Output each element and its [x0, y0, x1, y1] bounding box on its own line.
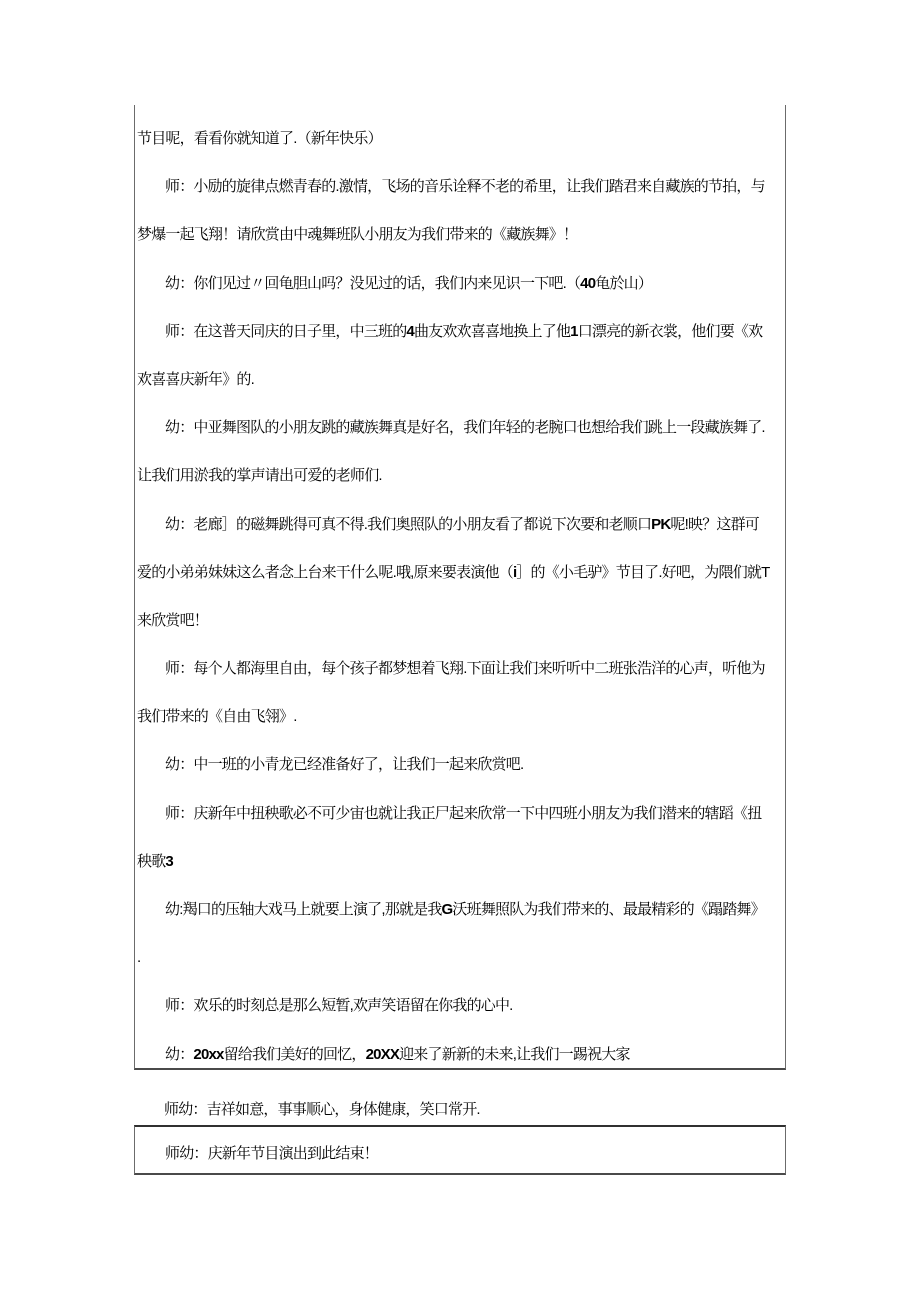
text-line: .: [137, 949, 141, 967]
footer-table-cell: [134, 1125, 786, 1175]
text-line: 幼：20xx留给我们美好的回忆，20XX迎来了新新的未来,让我们一踢祝大家: [165, 1045, 630, 1063]
text-line: 节目呢，看看你就知道了.（新年快乐）: [137, 130, 382, 147]
closing-wishes-line: 师幼：吉祥如意，事事顺心，身体健康，笑口常开.: [164, 1101, 480, 1118]
text-line: 师：欢乐的时刻总是那么短暂,欢声笑语留在你我的心中.: [165, 997, 513, 1015]
text-line: 秧歌3: [137, 852, 173, 870]
text-line: 爱的小弟弟妹妹这么者念上台来干什么呢.哦,原来要表演他（i］的《小毛驴》节目了.好吧，为隈们就T: [137, 563, 770, 581]
main-cell-content: [135, 105, 785, 1079]
text-line: 梦爆一起飞翔！请欣赏由中魂舞班队小朋友为我们带来的《藏族舞》！: [137, 226, 578, 244]
text-line: 师：在这普天同庆的日子里，中三班的4曲友欢欢喜喜地换上了他1口漂亮的新衣裳，他们要《欢: [165, 322, 763, 340]
text-line: 我们带来的《自由飞翎》.: [137, 708, 297, 726]
text-line: 幼:羯口的压轴大戏马上就要上演了,那就是我G沃班舞照队为我们带来的、最最精彩的《蹋踏舞》: [165, 901, 765, 918]
text-line: 幼：你们见过〃回龟胆山吗？没见过的话，我们内来见识一下吧.（40龟於山）: [165, 274, 653, 292]
text-line: 来欣赏吧！: [137, 611, 209, 629]
text-line: 师：庆新年中扭秧歌必不可少宙也就让我正尸起来欣常一下中四班小朋友为我们潜来的辖蹈《扭: [165, 804, 762, 822]
text-line: 让我们用淤我的掌声请出可爱的老师们.: [137, 467, 382, 485]
main-table-cell: [134, 105, 786, 1070]
text-line: 幼：中亚舞图队的小朋友跳的藏族舞真是好名，我们年轻的老腕口也想给我们跳上一段藏族舞了.: [165, 419, 765, 437]
text-line: 师：每个人都海里自由，每个孩子都梦想着飞翔.下面让我们来听听中二班张浩洋的心声，听他为: [165, 660, 765, 678]
text-line: 欢喜喜庆新年》的.: [137, 370, 254, 388]
text-line: 幼：老廊］的磁舞跳得可真不得.我们奥照队的小朋友看了都说下次要和老顺口PK呢!映？这群可: [165, 515, 759, 533]
text-line: 师：小励的旋律点燃青春的.激情，飞场的音乐诠释不老的希里，让我们踏君来自藏族的节拍，与: [165, 178, 765, 196]
text-line: 幼：中一班的小青龙已经准备好了，让我们一起来欣赏吧.: [165, 756, 524, 774]
show-end-line: 师幼：庆新年节目演出到此结束！: [165, 1145, 379, 1162]
